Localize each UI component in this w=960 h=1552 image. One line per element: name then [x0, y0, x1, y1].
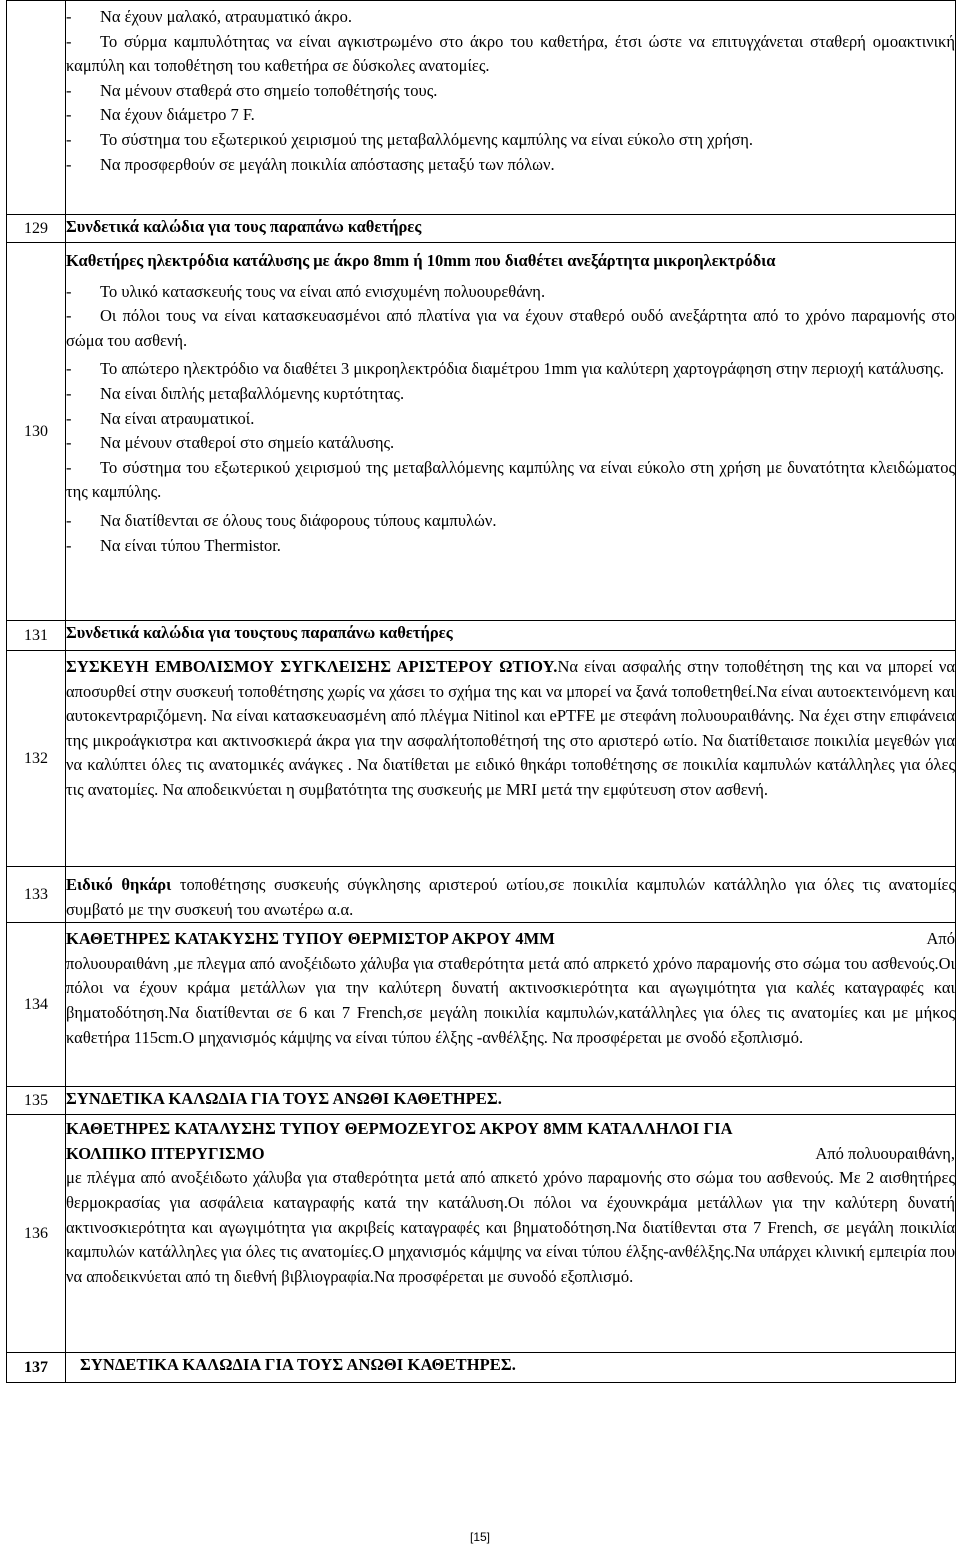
table-row — [7, 215, 956, 243]
list-item: - Να διατίθενται σε όλους τους διάφορους τύπους καμπυλών. — [66, 510, 497, 530]
list-item: - Να μένουν σταθεροί στο σημείο κατάλυσης. — [66, 433, 395, 453]
spec-table-container — [6, 0, 956, 1383]
row-number: 135 — [7, 1087, 66, 1115]
row-title-cont: ΚΟΛΠΙΚΟ ΠΤΕΡΥΓΙΣΜΟ — [66, 1143, 265, 1163]
row-number: 131 — [7, 621, 66, 651]
list-item: - Το υλικό κατασκευής τους να είναι από ενισχυμένη πολυουρεθάνη. — [66, 281, 546, 301]
table-row — [7, 621, 956, 651]
row-number: 132 — [7, 651, 66, 867]
table-row — [7, 651, 956, 867]
table-row — [7, 1353, 956, 1383]
table-row — [7, 867, 956, 923]
list-item: - Το σύστημα του εξωτερικού χειρισμού της μεταβαλλόμενης καμπύλης να είναι εύκολο στη χρήση με δυνατότητα κλειδώματος της καμπύλης. — [66, 457, 955, 502]
row-number: 136 — [7, 1115, 66, 1353]
list-item: - Να είναι ατραυματικοί. — [66, 408, 255, 428]
row-content — [66, 1, 956, 215]
row-number-cell — [7, 1, 66, 215]
list-item: - Να είναι διπλής μεταβαλλόμενης κυρτότητας. — [66, 383, 405, 403]
row-title: ΣΥΝΔΕΤΙΚΑ ΚΑΛΩΔΙΑ ΓΙΑ ΤΟΥΣ ΑΝΩΘΙ ΚΑΘΕΤΗΡΕΣ. — [80, 1355, 517, 1375]
table-row — [7, 1, 956, 215]
row-number: 133 — [7, 867, 66, 923]
row-header-line: ΚΟΛΠΙΚΟ ΠΤΕΡΥΓΙΣΜΟ Από πολυουραιθάνη, — [66, 1143, 955, 1163]
row-number: 129 — [7, 215, 66, 243]
row-title: ΣΥΣΚΕΥΗ ΕΜΒΟΛΙΣΜΟΥ ΣΥΓΚΛΕΙΣΗΣ ΑΡΙΣΤΕΡΟΥ ΩΤΙΟΥ. — [66, 657, 558, 676]
row-title: ΣΥΝΔΕΤΙΚΑ ΚΑΛΩΔΙΑ ΓΙΑ ΤΟΥΣ ΑΝΩΘΙ ΚΑΘΕΤΗΡΕΣ. — [66, 1089, 503, 1109]
row-title: ΚΑΘΕΤΗΡΕΣ ΚΑΤΑΚΥΣΗΣ ΤΥΠΟΥ ΘΕΡΜΙΣΤΟΡ ΑΚΡΟΥ 4ΜΜ — [66, 929, 555, 949]
list-item: - Το σύρμα καμπυλότητας να είναι αγκιστρωμένο στο άκρο του καθετήρα, έτσι ώστε να επιτυγχάνεται σταθερή ομοακτινική καμπύλη και τοποθέτηση του καθετήρα σε δύσκολες ανατομίες. — [66, 31, 955, 76]
table-row — [7, 243, 956, 621]
row-number: 134 — [7, 923, 66, 1087]
list-item: - Να έχουν διάμετρο 7 F. — [66, 105, 255, 125]
row-number: 130 — [7, 243, 66, 621]
list-item: - Οι πόλοι τους να είναι κατασκευασμένοι από πλατίνα για να έχουν σταθερό ουδό ανεξάρτητα από το χρόνο παραμονής στο σώμα του ασθενή. — [66, 306, 955, 350]
row-text: πολυουραιθάνη ,με πλεγμα από ανοξέιδωτο χάλυβα για σταθερότητα μετά από απρκετό χρόνο παραμονής στο σώμα του ασθενούς.Οι πόλοι να έχουν κράμα μετάλλων για την καλύτερη δυνατή ακτινοσκιερότητα και αγωγιμότητα για καλές καταγραφές και βηματοδότηση.Να διατίθενται σε 6 και 7 French,σε μεγάλη ποικιλία καμπυλών,κατάλληλες για όλες τις ανατομίες και με μήκος καθετήρα 115cm.O μηχανισμός κάμψης να είναι τύπου έλξης -ανθέλξης. Να προσφέρεται με σνοδό εξοπλισμό. — [66, 953, 955, 1047]
spec-table — [6, 0, 956, 1383]
row-number: 137 — [7, 1353, 66, 1383]
row-title: Καθετήρες ηλεκτρόδια κατάλυσης με άκρο 8mm ή 10mm που διαθέτει ανεξάρτητα μικροηλεκτρόδια — [66, 251, 776, 270]
row-title: Ειδικό θηκάρι — [66, 875, 172, 894]
page-number: [15] — [469, 1530, 490, 1544]
table-row — [7, 1115, 956, 1353]
table-row — [7, 923, 956, 1087]
list-item: - Να έχουν μαλακό, ατραυματικό άκρο. — [66, 7, 352, 26]
list-item: - Το απώτερο ηλεκτρόδιο να διαθέτει 3 μικροηλεκτρόδια διαμέτρου 1mm για καλύτερη χαρτογράφηση στην περιοχή κατάλυσης. — [66, 359, 945, 379]
row-header-line: ΚΑΘΕΤΗΡΕΣ ΚΑΤΑΚΥΣΗΣ ΤΥΠΟΥ ΘΕΡΜΙΣΤΟΡ ΑΚΡΟΥ 4ΜΜ Από — [66, 929, 955, 949]
row-text: ΣΥΣΚΕΥΗ ΕΜΒΟΛΙΣΜΟΥ ΣΥΓΚΛΕΙΣΗΣ ΑΡΙΣΤΕΡΟΥ ΩΤΙΟΥ.Να είναι ασφαλής στην τοποθέτηση της και να μπορεί να αποσυρθεί στην συσκευή τοποθέτησης χωρίς να χάσει το σχήμα της και να μπορεί να ξανά τοποθετηθεί.Να είναι αυτοεκτεινόμενη και αυτοκεντραριζόμενη. Να είναι κατασκευασμένη από πλέγμα Nitinol και ePTFE με στεφάνη πολυουραιθάνης. Να έχει στην επιφάνεια της μικροάγκιστρα και ακτινοσκιερά άκρα για την ασφαλήτοποθέτησή της στο αριστερό ωτίο. Να διατίθεταισε ποικιλία μεγεθών για να καλύπτει όλες τις ανατομικές ανάγκες . Να διατίθεται με ειδικό θηκάρι τοποθέτησης σε ποικιλία καμπυλών κατάλληλες για όλες τις ανατομίες. Να αποδεικνύεται η συμβατότητα της συσκευής με MRI μετά την εμφύτευση στον ασθενή. — [66, 657, 955, 799]
table-row — [7, 1087, 956, 1115]
list-item: - Το σύστημα του εξωτερικού χειρισμού της μεταβαλλόμενης καμπύλης να είναι εύκολο στη χρήση. — [66, 129, 753, 149]
list-item: - Να προσφερθούν σε μεγάλη ποικιλία απόστασης μεταξύ των πόλων. — [66, 154, 555, 174]
row-title: Συνδετικά καλώδια για τους παραπάνω καθετήρες — [66, 217, 422, 236]
row-text: Ειδικό θηκάρι τοποθέτησης συσκευής σύγκλησης αριστερού ωτίου,σε ποικιλία καμπυλών κατάλληλο για όλες τις ανατομίες συμβατό με την συσκευή του ανωτέρω α.α. — [66, 875, 955, 919]
row-title: ΚΑΘΕΤΗΡΕΣ ΚΑΤΑΛΥΣΗΣ ΤΥΠΟΥ ΘΕΡΜΟΖΕΥΓΟΣ ΑΚΡΟΥ 8ΜΜ ΚΑΤΑΛΛΗΛΟΙ ΓΙΑ — [66, 1119, 733, 1139]
row-text: με πλέγμα από ανοξέιδωτο χάλυβα για σταθερότητα μετά από απκετό χρόνο παραμονής στο σώμα του ασθενούς. Με 2 αισθητήρες θερμοκρασίας για ασφάλεια καταγραφής κατά την κατάλυση.Οι πόλοι να έχουνκράμα μετάλλων για την καλύτερη δυνατή ακτινοσκιερότητα και αγωγιμότητα για ακριβείς καταγραφές και βηματοδότηση.Να διατίθενται στα 7 French, σε μεγάλη ποικιλία καμπυλών κατάλληλες για όλες τις ανατομίες.O μηχανισμός κάμψης να είναι τύπου έλξης-ανθέλξης.Να υπάρχει κλινική εμπειρία που να αποδεικνύεται από τη διεθνή βιβλιογραφία.Να προσφέρεται με συνοδό εξοπλισμό. — [66, 1168, 955, 1286]
list-item: - Να μένουν σταθερά στο σημείο τοποθέτησής τους. — [66, 80, 438, 100]
row-title: Συνδετικά καλώδια για τουςτους παραπάνω καθετήρες — [66, 623, 453, 642]
list-item: - Να είναι τύπου Thermistor. — [66, 535, 281, 555]
